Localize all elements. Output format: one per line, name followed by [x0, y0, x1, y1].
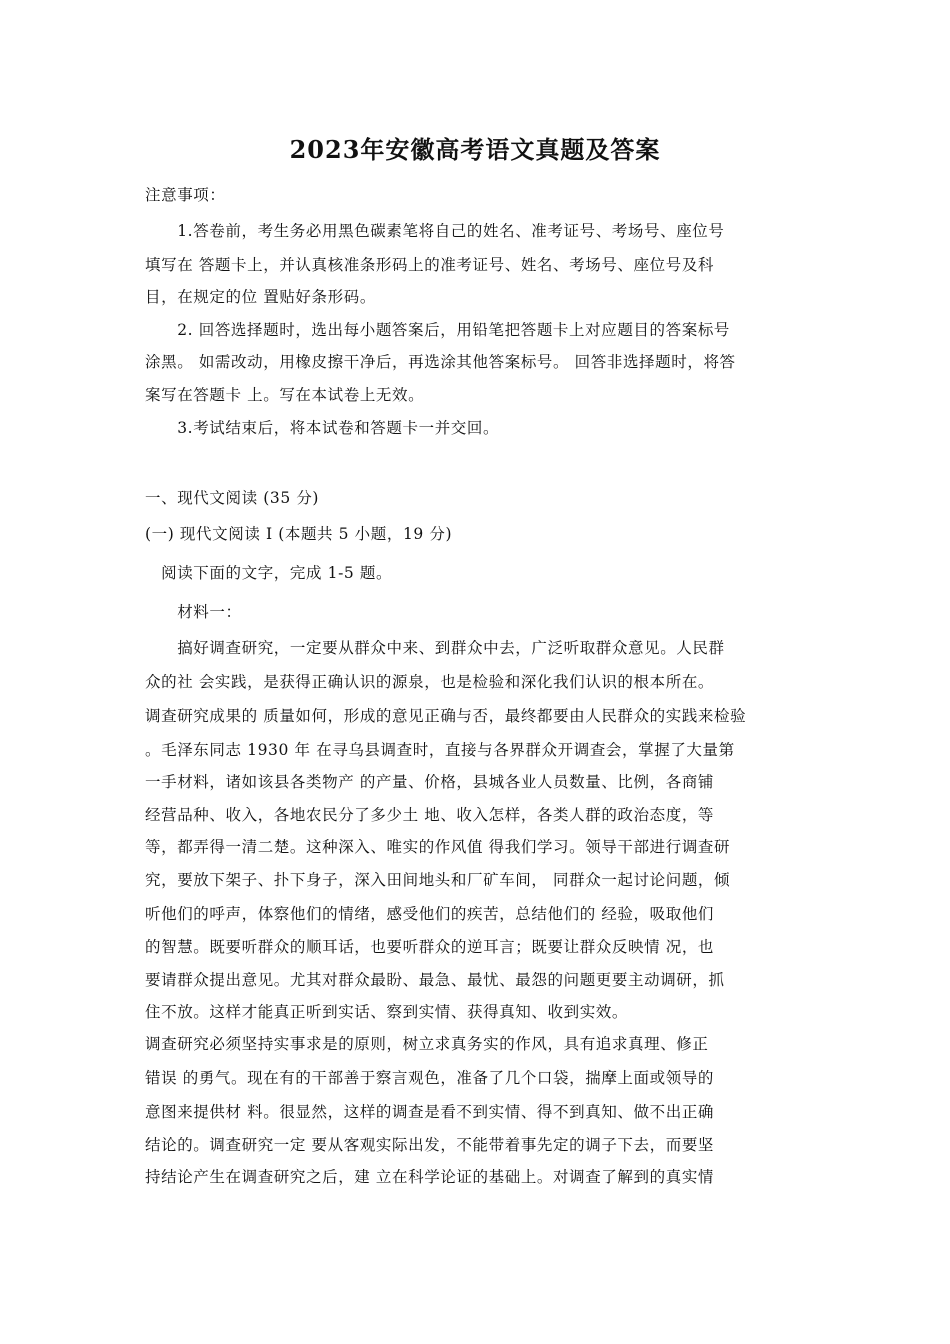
paragraph-line: 调查研究成果的 质量如何，形成的意见正确与否，最终都要由人民群众的实践来检验 [145, 707, 747, 725]
paragraph-line: 究，要放下架子、扑下身子，深入田间地头和厂矿车间， 同群众一起讨论问题，倾 [145, 871, 731, 889]
reading-instruction: 阅读下面的文字，完成 1-5 题。 [145, 564, 393, 582]
notice-item-3: 3.考试结束后，将本试卷和答题卡一并交回。 [145, 419, 500, 437]
paragraph-line: 。毛泽东同志 1930 年 在寻乌县调查时，直接与各界群众开调查会，掌握了大量第 [145, 741, 735, 759]
paragraph-line: 众的社 会实践，是获得正确认识的源泉，也是检验和深化我们认识的根本所在。 [145, 673, 715, 691]
notice-item-2-line-2: 涂黑。 如需改动，用橡皮擦干净后，再选涂其他答案标号。 回答非选择题时，将答 [145, 353, 736, 371]
page-title: 2023年安徽高考语文真题及答案 [289, 135, 661, 164]
paragraph-line: 一手材料，诸如该县各类物产 的产量、价格，县城各业人员数量、比例，各商铺 [145, 773, 715, 791]
paragraph-line: 等，都弄得一清二楚。这种深入、唯实的作风值 得我们学习。领导干部进行调查研 [145, 838, 731, 856]
notice-item-2-line-3: 案写在答题卡 上。写在本试卷上无效。 [145, 386, 425, 404]
subsection-heading: (一) 现代文阅读 I (本题共 5 小题，19 分) [145, 525, 453, 543]
notice-item-2-line-1: 2. 回答选择题时，选出每小题答案后，用铅笔把答题卡上对应题目的答案标号 [145, 321, 731, 339]
paragraph-line: 听他们的呼声，体察他们的情绪，感受他们的疾苦，总结他们的 经验，吸取他们 [145, 905, 715, 923]
paragraph-line: 住不放。这样才能真正听到实话、察到实情、获得真知、收到实效。 [145, 1003, 629, 1021]
paragraph-line: 经营品种、收入，各地农民分了多少土 地、收入怎样，各类人群的政治态度，等 [145, 806, 715, 824]
paragraph-line: 意图来提供材 料。很显然，这样的调查是看不到实情、得不到真知、做不出正确 [145, 1103, 715, 1121]
material-label: 材料一： [145, 603, 242, 621]
paragraph-line: 持结论产生在调查研究之后，建 立在科学论证的基础上。对调查了解到的真实情 [145, 1168, 715, 1186]
paragraph-line: 结论的。调查研究一定 要从客观实际出发，不能带着事先定的调子下去，而要坚 [145, 1136, 715, 1154]
paragraph-line: 要请群众提出意见。尤其对群众最盼、最急、最忧、最怨的问题更要主动调研，抓 [145, 971, 725, 989]
paragraph-line: 错误 的勇气。现在有的干部善于察言观色，准备了几个口袋，揣摩上面或领导的 [145, 1069, 715, 1087]
paragraph-line: 搞好调查研究，一定要从群众中来、到群众中去，广泛听取群众意见。人民群 [145, 639, 725, 657]
notice-item-1-line-2: 填写在 答题卡上，并认真核准条形码上的准考证号、姓名、考场号、座位号及科 [145, 256, 715, 274]
section-heading: 一、现代文阅读 (35 分) [145, 489, 320, 507]
notice-item-1-line-3: 目，在规定的位 置贴好条形码。 [145, 288, 376, 306]
notice-heading: 注意事项： [145, 186, 226, 204]
paragraph-line: 的智慧。既要听群众的顺耳话，也要听群众的逆耳言；既要让群众反映情 况，也 [145, 938, 715, 956]
paragraph-line: 调查研究必须坚持实事求是的原则，树立求真务实的作风，具有追求真理、修正 [145, 1035, 709, 1053]
notice-item-1-line-1: 1.答卷前，考生务必用黑色碳素笔将自己的姓名、准考证号、考场号、座位号 [145, 222, 725, 240]
